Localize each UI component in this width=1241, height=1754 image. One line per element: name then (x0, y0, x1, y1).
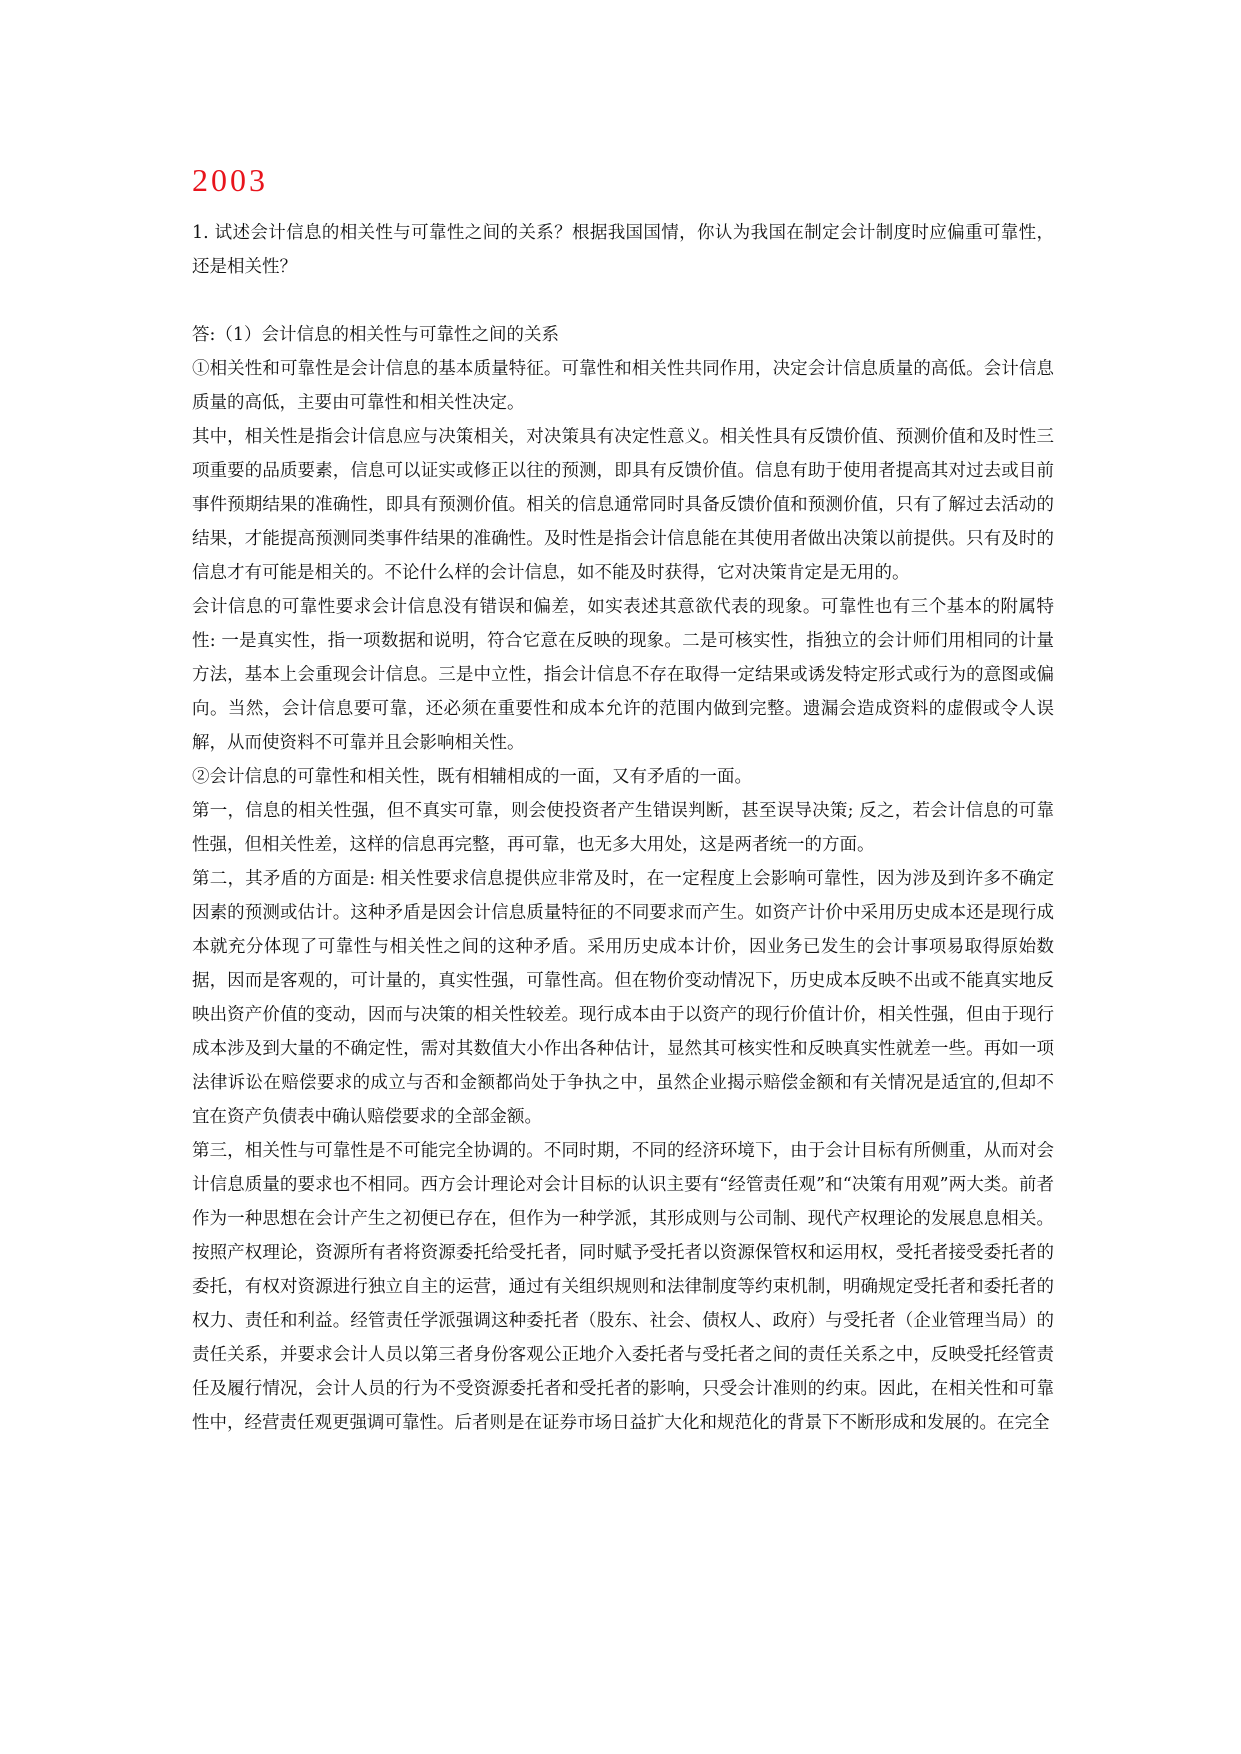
first-aspect-paragraph: 第一，信息的相关性强，但不真实可靠，则会使投资者产生错误判断，甚至误导决策; 反之，若会计信息的可靠性强，但相关性差，这样的信息再完整，再可靠，也无多大用处，这是两者统一的方面。 (192, 801, 1054, 855)
document-page (192, 160, 1054, 1440)
second-aspect-paragraph: 第二，其矛盾的方面是: 相关性要求信息提供应非常及时，在一定程度上会影响可靠性，因为涉及到许多不确定因素的预测或估计。这种矛盾是因会计信息质量特征的不同要求而产生。如资产计价中采用历史成本还是现行成本就充分体现了可靠性与相关性之间的这种矛盾。采用历史成本计价，因业务已发生的会计事项易取得原始数据，因而是客观的，可计量的，真实性强，可靠性高。但在物价变动情况下，历史成本反映不出或不能真实地反映出资产价值的变动，因而与决策的相关性较差。现行成本由于以资产的现行价值计价，相关性强，但由于现行成本涉及到大量的不确定性，需对其数值大小作出各种估计，显然其可核实性和反映真实性就差一些。再如一项法律诉讼在赔偿要求的成立与否和金额都尚处于争执之中，虽然企业揭示赔偿金额和有关情况是适宜的,但却不宜在资产负债表中确认赔偿要求的全部金额。 (192, 869, 1054, 1127)
answer-point-2: ②会计信息的可靠性和相关性，既有相辅相成的一面，又有矛盾的一面。 (192, 767, 752, 787)
year-heading: 2003 (192, 162, 268, 198)
reliability-paragraph: 会计信息的可靠性要求会计信息没有错误和偏差，如实表述其意欲代表的现象。可靠性也有三个基本的附属特性: 一是真实性，指一项数据和说明，符合它意在反映的现象。二是可核实性，指独立的会计师们用相同的计量方法，基本上会重现会计信息。三是中立性，指会计信息不存在取得一定结果或诱发特定形式或行为的意图或偏向。当然，会计信息要可靠，还必须在重要性和成本允许的范围内做到完整。遗漏会造成资料的虚假或令人误解，从而使资料不可靠并且会影响相关性。 (192, 597, 1054, 753)
question-text: 1. 试述会计信息的相关性与可靠性之间的关系？根据我国国情，你认为我国在制定会计制度时应偏重可靠性，还是相关性？ (192, 223, 1054, 277)
answer-point-1: ①相关性和可靠性是会计信息的基本质量特征。可靠性和相关性共同作用，决定会计信息质量的高低。会计信息质量的高低，主要由可靠性和相关性决定。 (192, 359, 1054, 413)
third-aspect-paragraph: 第三，相关性与可靠性是不可能完全协调的。不同时期，不同的经济环境下，由于会计目标有所侧重，从而对会计信息质量的要求也不相同。西方会计理论对会计目标的认识主要有“经管责任观”和“决策有用观”两大类。前者作为一种思想在会计产生之初便已存在，但作为一种学派，其形成则与公司制、现代产权理论的发展息息相关。按照产权理论，资源所有者将资源委托给受托者，同时赋予受托者以资源保管权和运用权，受托者接受委托者的委托，有权对资源进行独立自主的运营，通过有关组织规则和法律制度等约束机制，明确规定受托者和委托者的权力、责任和利益。经管责任学派强调这种委托者（股东、社会、债权人、政府）与受托者（企业管理当局）的责任关系，并要求会计人员以第三者身份客观公正地介入委托者与受托者之间的责任关系之中，反映受托经管责任及履行情况，会计人员的行为不受资源委托者和受托者的影响，只受会计准则的约束。因此，在相关性和可靠性中，经营责任观更强调可靠性。后者则是在证券市场日益扩大化和规范化的背景下不断形成和发展的。在完全 (192, 1141, 1054, 1433)
answer-heading: 答:（1）会计信息的相关性与可靠性之间的关系 (192, 325, 560, 345)
relevance-paragraph: 其中，相关性是指会计信息应与决策相关，对决策具有决定性意义。相关性具有反馈价值、预测价值和及时性三项重要的品质要素，信息可以证实或修正以往的预测，即具有反馈价值。信息有助于使用者提高其对过去或目前事件预期结果的准确性，即具有预测价值。相关的信息通常同时具备反馈价值和预测价值，只有了解过去活动的结果，才能提高预测同类事件结果的准确性。及时性是指会计信息能在其使用者做出决策以前提供。只有及时的信息才有可能是相关的。不论什么样的会计信息，如不能及时获得，它对决策肯定是无用的。 (192, 427, 1054, 583)
